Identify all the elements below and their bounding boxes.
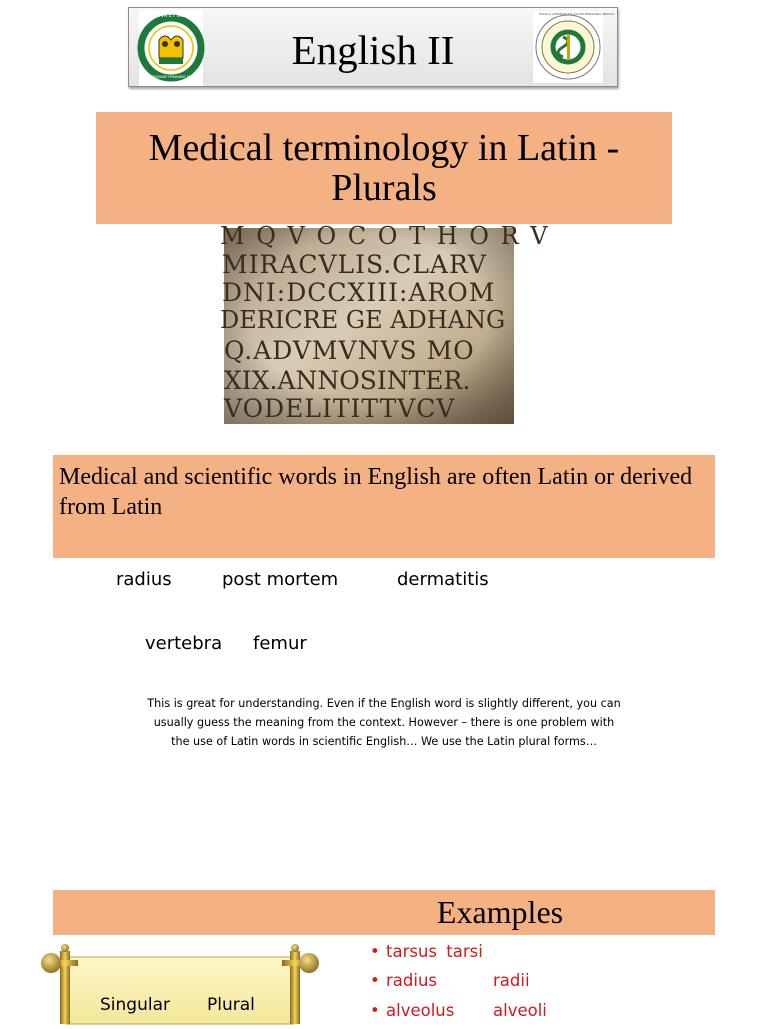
example-plural-radii: radii [493, 971, 530, 990]
explanation-line-1: This is great for understanding. Even if the English word is slightly different, you can [147, 697, 621, 710]
explanation-line-2: usually guess the meaning from the context. However – there is one problem with [153, 716, 615, 729]
example-singular: tarsus [386, 942, 438, 961]
example-row-radius [370, 971, 437, 990]
word-vertebra: vertebra [145, 633, 223, 654]
slide-title-line2: Plurals [331, 167, 437, 209]
explanation-line-3: the use of Latin words in scientific English… We use the Latin plural forms… [171, 735, 597, 748]
health-school-seal-icon [533, 11, 615, 83]
examples-heading-box [53, 890, 715, 935]
word-radius: radius [116, 569, 172, 590]
inscription-line-7: VODELITITTVCV [224, 394, 456, 423]
right-logo-ring-text: ESCOLA SUPERIOR DE SAÚDE FERNANDO PESSOA [539, 12, 615, 16]
word-post-mortem: post mortem [222, 569, 339, 590]
latin-inscription-image [220, 222, 550, 424]
header-banner [128, 7, 618, 87]
scroll-banner-icon [38, 945, 322, 1024]
left-logo-text-top: NOVA ET NOVE [153, 13, 191, 19]
header-title: English II [291, 27, 455, 73]
word-dermatitis: dermatitis [397, 569, 489, 590]
example-row-tarsus [370, 942, 483, 961]
inscription-line-3: DNI:DCCXIII:AROM [222, 278, 496, 307]
bullet-icon: • [370, 1001, 380, 1020]
example-row-alveolus [370, 1001, 454, 1020]
example-singular: radius [386, 971, 438, 990]
inscription-line-6: XIX.ANNOSINTER. [224, 366, 471, 395]
intro-text: Medical and scientific words in English are often Latin or derived from Latin [59, 464, 693, 520]
inscription-line-2: MIRACVLIS.CLARV [222, 250, 487, 279]
scroll-singular-label: Singular [100, 995, 170, 1015]
title-box [96, 112, 672, 224]
left-logo-text-bottom: UNIVERSIDADE FERNANDO PESSOA [143, 75, 200, 79]
slide-title [96, 128, 672, 208]
bullet-icon: • [370, 971, 380, 990]
example-singular: alveolus [386, 1001, 455, 1020]
slide-title-line1: Medical terminology in Latin - [148, 127, 620, 169]
inscription-line-1: M Q V O C O T H O R V [220, 222, 550, 250]
inscription-line-4: DERICRE GE ADHANG [220, 306, 506, 334]
example-plural: tarsi [446, 942, 483, 961]
intro-box [53, 455, 715, 558]
inscription-line-5: Q.ADVMVNVS MO [224, 336, 475, 365]
word-femur: femur [253, 633, 307, 654]
scroll-plural-label: Plural [207, 995, 255, 1015]
explanation-paragraph [100, 694, 668, 751]
examples-heading: Examples [436, 894, 564, 930]
bullet-icon: • [370, 942, 380, 961]
example-plural-alveoli: alveoli [493, 1001, 547, 1020]
